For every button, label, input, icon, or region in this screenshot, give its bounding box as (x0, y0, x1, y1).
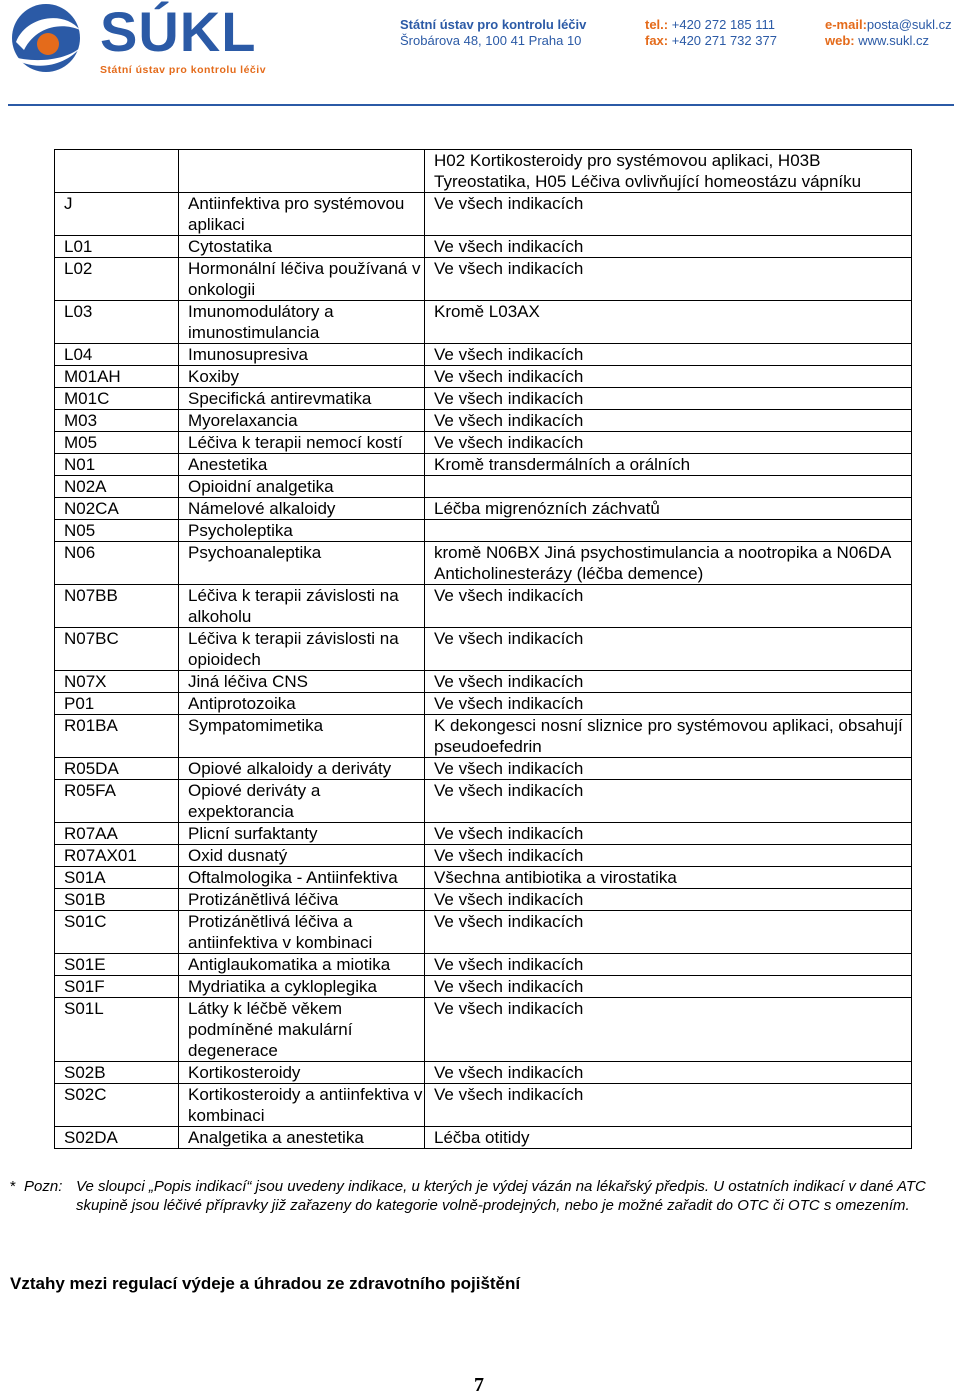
indication-cell: Ve všech indikacích (425, 410, 912, 432)
indication-cell: Ve všech indikacích (425, 1084, 912, 1127)
table-row (55, 498, 912, 520)
table-row (55, 758, 912, 780)
indication-cell: Ve všech indikacích (425, 585, 912, 628)
indication-cell: Kromě transdermálních a orálních (425, 454, 912, 476)
indication-cell: Ve všech indikacích (425, 258, 912, 301)
atc-code-cell: S01C (55, 911, 179, 954)
address: Šrobárova 48, 100 41 Praha 10 (400, 33, 582, 48)
atc-code-cell: N07X (55, 671, 179, 693)
atc-group-cell: Psychoanaleptika (179, 542, 425, 585)
atc-group-cell: Antiglaukomatika a miotika (179, 954, 425, 976)
table-row (55, 1062, 912, 1084)
atc-code-cell: S01L (55, 998, 179, 1062)
indication-cell: Ve všech indikacích (425, 628, 912, 671)
table-row (55, 715, 912, 758)
indication-cell: Ve všech indikacích (425, 1062, 912, 1084)
table-row (55, 911, 912, 954)
atc-code-cell: R05FA (55, 780, 179, 823)
indication-cell: Ve všech indikacích (425, 432, 912, 454)
atc-code-cell: N07BC (55, 628, 179, 671)
table-row (55, 976, 912, 998)
indication-cell: Léčba otitidy (425, 1127, 912, 1149)
indication-cell: Ve všech indikacích (425, 388, 912, 410)
atc-code-cell: L01 (55, 236, 179, 258)
letterhead (0, 0, 960, 110)
table-row (55, 520, 912, 542)
atc-group-cell: Anestetika (179, 454, 425, 476)
table-row (55, 1084, 912, 1127)
indication-cell: Ve všech indikacích (425, 693, 912, 715)
table-row (55, 344, 912, 366)
table-row (55, 236, 912, 258)
atc-code-cell: S02C (55, 1084, 179, 1127)
atc-group-cell: Koxiby (179, 366, 425, 388)
atc-code-cell: L02 (55, 258, 179, 301)
table-row (55, 889, 912, 911)
table-row (55, 301, 912, 344)
table-row (55, 628, 912, 671)
indication-cell: Kromě L03AX (425, 301, 912, 344)
section-heading: Vztahy mezi regulací výdeje a úhradou ze zdravotního pojištění (10, 1274, 521, 1293)
atc-group-cell: Jiná léčiva CNS (179, 671, 425, 693)
indication-cell: Ve všech indikacích (425, 911, 912, 954)
atc-code-cell: N05 (55, 520, 179, 542)
tel-value: +420 272 185 111 (671, 17, 776, 32)
atc-group-cell: Opiové alkaloidy a deriváty (179, 758, 425, 780)
email-label: e-mail: (825, 17, 867, 32)
indication-cell: Ve všech indikacích (425, 366, 912, 388)
atc-group-cell: Léčiva k terapii závislosti na opioidech (179, 628, 425, 671)
atc-code-cell: S01A (55, 867, 179, 889)
table-row (55, 998, 912, 1062)
fax-label: fax: (645, 33, 669, 48)
table-row (55, 258, 912, 301)
indication-cell: kromě N06BX Jiná psychostimulancia a nootropika a N06DA Anticholinesterázy (léčba demence) (425, 542, 912, 585)
table-row (55, 671, 912, 693)
atc-code-cell: R07AX01 (55, 845, 179, 867)
table-row (55, 432, 912, 454)
logo-subtitle: Státní ústav pro kontrolu léčiv (100, 64, 267, 76)
table-row (55, 366, 912, 388)
atc-group-cell: Cytostatika (179, 236, 425, 258)
table-row (55, 454, 912, 476)
page-number: 7 (474, 1374, 484, 1396)
indication-cell: Ve všech indikacích (425, 193, 912, 236)
atc-code-cell: R05DA (55, 758, 179, 780)
atc-group-cell: Námelové alkaloidy (179, 498, 425, 520)
atc-group-cell: Antiprotozoika (179, 693, 425, 715)
table-row (55, 410, 912, 432)
atc-code-cell: R01BA (55, 715, 179, 758)
indication-cell: Ve všech indikacích (425, 845, 912, 867)
table-row (55, 1127, 912, 1149)
atc-group-cell: Antiinfektiva pro systémovou aplikaci (179, 193, 425, 236)
atc-group-cell: Myorelaxancia (179, 410, 425, 432)
table-row (55, 693, 912, 715)
atc-group-cell: Opiové deriváty a expektorancia (179, 780, 425, 823)
table-row (55, 150, 912, 193)
table-row (55, 585, 912, 628)
indication-cell (425, 476, 912, 498)
indication-cell: Ve všech indikacích (425, 889, 912, 911)
atc-code-cell: M03 (55, 410, 179, 432)
indication-cell: Ve všech indikacích (425, 976, 912, 998)
indication-cell: Ve všech indikacích (425, 823, 912, 845)
atc-group-cell: Kortikosteroidy a antiinfektiva v kombinaci (179, 1084, 425, 1127)
web-link[interactable]: www.sukl.cz (858, 33, 930, 48)
atc-code-cell (55, 150, 179, 193)
atc-code-cell: N02CA (55, 498, 179, 520)
atc-group-cell: Plicní surfaktanty (179, 823, 425, 845)
atc-code-cell: N01 (55, 454, 179, 476)
atc-group-cell: Imunomodulátory a imunostimulancia (179, 301, 425, 344)
indication-cell: Všechna antibiotika a virostatika (425, 867, 912, 889)
indication-cell: K dekongesci nosní sliznice pro systémovou aplikaci, obsahují pseudoefedrin (425, 715, 912, 758)
table-row (55, 388, 912, 410)
logo-wordmark: SÚKL (100, 0, 257, 63)
atc-group-cell: Psycholeptika (179, 520, 425, 542)
atc-group-cell: Látky k léčbě věkem podmíněné makulární degenerace (179, 998, 425, 1062)
atc-code-cell: R07AA (55, 823, 179, 845)
table-row (55, 867, 912, 889)
atc-group-cell: Imunosupresiva (179, 344, 425, 366)
table-row (55, 823, 912, 845)
atc-code-cell: M01AH (55, 366, 179, 388)
indication-cell: Ve všech indikacích (425, 998, 912, 1062)
atc-code-cell: S02B (55, 1062, 179, 1084)
atc-code-cell: J (55, 193, 179, 236)
atc-table (54, 149, 912, 1149)
atc-code-cell: N07BB (55, 585, 179, 628)
institute-name: Státní ústav pro kontrolu léčiv (400, 17, 587, 32)
atc-code-cell: S02DA (55, 1127, 179, 1149)
atc-group-cell: Léčiva k terapii nemocí kostí (179, 432, 425, 454)
atc-group-cell: Oftalmologika - Antiinfektiva (179, 867, 425, 889)
atc-group-cell: Specifická antirevmatika (179, 388, 425, 410)
indication-cell: Ve všech indikacích (425, 236, 912, 258)
tel-label: tel.: (645, 17, 669, 32)
indication-cell: Ve všech indikacích (425, 671, 912, 693)
web-label: web: (825, 33, 855, 48)
indication-cell: Ve všech indikacích (425, 758, 912, 780)
table-row (55, 193, 912, 236)
indication-cell: Ve všech indikacích (425, 344, 912, 366)
table-row (55, 845, 912, 867)
atc-group-cell: Oxid dusnatý (179, 845, 425, 867)
header-contact (825, 17, 952, 49)
atc-code-cell: S01F (55, 976, 179, 998)
atc-code-cell: S01B (55, 889, 179, 911)
header-address (400, 17, 586, 49)
fax-value: +420 271 732 377 (671, 33, 777, 48)
table-row (55, 542, 912, 585)
footnote-text: Ve sloupci „Popis indikací“ jsou uvedeny indikace, u kterých je výdej vázán na lékařský předpis. U ostatních indikací v dané ATC skupině jsou léčivé přípravky již zařazeny do kategorie volně-prodejných, nebo je možné zařadit do OTC či OTC s omezením. (76, 1178, 926, 1214)
atc-code-cell: M05 (55, 432, 179, 454)
footnote-star: * (10, 1178, 16, 1195)
atc-group-cell: Sympatomimetika (179, 715, 425, 758)
atc-group-cell: Opioidní analgetika (179, 476, 425, 498)
atc-code-cell: L03 (55, 301, 179, 344)
atc-code-cell: S01E (55, 954, 179, 976)
atc-group-cell (179, 150, 425, 193)
indication-cell (425, 520, 912, 542)
atc-group-cell: Mydriatika a cykloplegika (179, 976, 425, 998)
indication-cell: Ve všech indikacích (425, 954, 912, 976)
table-row (55, 476, 912, 498)
indication-cell: H02 Kortikosteroidy pro systémovou aplikaci, H03B Tyreostatika, H05 Léčiva ovlivňující homeostázu vápníku (425, 150, 912, 193)
indication-cell: Ve všech indikacích (425, 780, 912, 823)
atc-code-cell: N06 (55, 542, 179, 585)
atc-code-cell: N02A (55, 476, 179, 498)
header-phone (645, 17, 777, 49)
atc-group-cell: Protizánětlivá léčiva a antiinfektiva v kombinaci (179, 911, 425, 954)
atc-code-cell: L04 (55, 344, 179, 366)
header-divider (8, 104, 954, 106)
indication-cell: Léčba migrenózních záchvatů (425, 498, 912, 520)
atc-group-cell: Analgetika a anestetika (179, 1127, 425, 1149)
atc-group-cell: Protizánětlivá léčiva (179, 889, 425, 911)
email-link[interactable]: posta@sukl.cz (866, 17, 952, 32)
atc-group-cell: Kortikosteroidy (179, 1062, 425, 1084)
atc-code-cell: M01C (55, 388, 179, 410)
table-row (55, 954, 912, 976)
atc-code-cell: P01 (55, 693, 179, 715)
footnote-label: Pozn: (24, 1178, 63, 1195)
atc-group-cell: Léčiva k terapii závislosti na alkoholu (179, 585, 425, 628)
atc-group-cell: Hormonální léčiva používaná v onkologii (179, 258, 425, 301)
table-row (55, 780, 912, 823)
